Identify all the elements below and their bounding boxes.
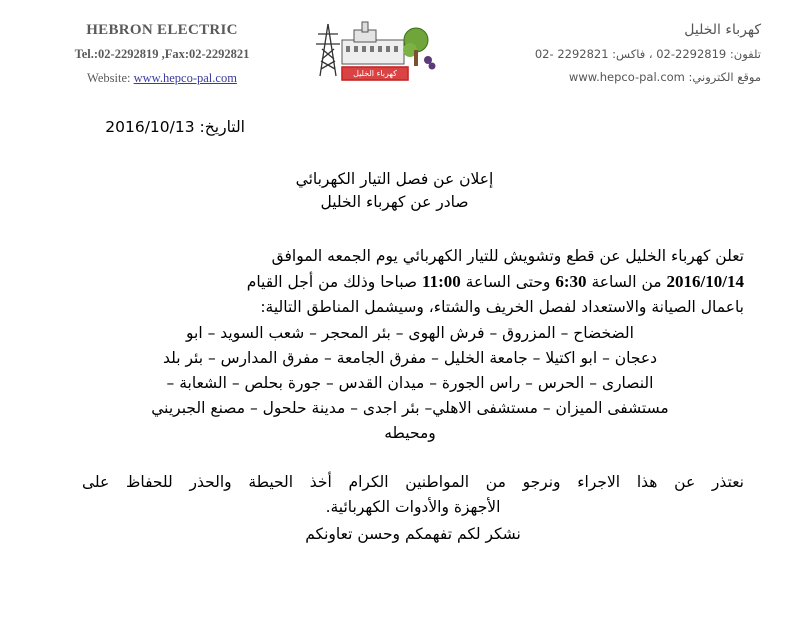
website-ar: موقع الكتروني: www.hepco-pal.com <box>568 70 761 84</box>
areas-line-2: دعجان – ابو اكتيلا – جامعة الخليل – مفرق الجامعة – مفرق المدارس – بئر بلد <box>162 349 658 367</box>
document-date <box>105 118 245 136</box>
apology-line-1: نعتذر عن هذا الاجراء ونرجو من المواطنين الكرام أخذ الحيطة والحذر للحفاظ على <box>82 473 744 491</box>
apology-line-2: الأجهزة والأدوات الكهربائية. <box>325 498 501 516</box>
header-arabic <box>481 22 761 84</box>
thanks-line: نشكر لكم تفهمكم وحسن تعاونكم <box>305 525 521 543</box>
company-name-ar: كهرباء الخليل <box>684 22 761 38</box>
announcement-title: إعلان عن فصل التيار الكهربائي <box>295 170 494 188</box>
affected-areas <box>90 321 730 446</box>
notice-paragraph <box>82 244 744 320</box>
outage-date: 2016/10/14 <box>666 272 744 291</box>
end-time: 11:00 <box>422 272 461 291</box>
notice-text: صباحا وذلك من أجل القيام <box>246 273 423 291</box>
start-time: 6:30 <box>555 272 587 291</box>
date-value: 2016/10/13 <box>105 118 195 136</box>
phone-fax-ar: تلفون: 2292819-02 ، فاكس: 2292821 -02 <box>534 47 761 61</box>
header-english <box>62 22 262 86</box>
areas-line-4: مستشفى الميزان – مستشفى الاهلي– بئر اجدى – مدينة حلحول – مصنع الجبريني <box>151 399 669 417</box>
notice-line-3: باعمال الصيانة والاستعداد لفصل الخريف والشتاء، وسيشمل المناطق التالية: <box>260 298 744 316</box>
company-name-en: HEBRON ELECTRIC <box>86 22 238 38</box>
areas-line-1: الضخضاح – المزروق – فرش الهوى – بئر المحجر – شعب السويد – ابو <box>186 324 634 342</box>
announcement-subtitle: صادر عن كهرباء الخليل <box>320 193 469 211</box>
phone-fax-en: Tel.:02-2292819 ,Fax:02-2292821 <box>74 47 250 61</box>
logo-banner-text: كهرباء الخليل <box>353 69 397 78</box>
notice-line-1: تعلن كهرباء الخليل عن قطع وتشويش للتيار الكهربائي يوم الجمعه الموافق <box>271 247 744 265</box>
areas-line-5: ومحيطه <box>384 424 436 442</box>
website-link[interactable]: www.hepco-pal.com <box>133 71 237 85</box>
areas-line-3: النصارى – الحرس – راس الجورة – ميدان القدس – جورة بحلص – الشعابة – <box>166 374 654 392</box>
website-label-en: Website: <box>87 71 134 85</box>
website-en <box>62 71 262 86</box>
company-logo <box>306 14 440 86</box>
date-label: التاريخ: <box>194 118 245 136</box>
notice-text: وحتى الساعة <box>460 273 556 291</box>
apology-paragraph <box>82 470 744 520</box>
notice-line-2 <box>82 269 744 295</box>
notice-text: من الساعة <box>586 273 667 291</box>
